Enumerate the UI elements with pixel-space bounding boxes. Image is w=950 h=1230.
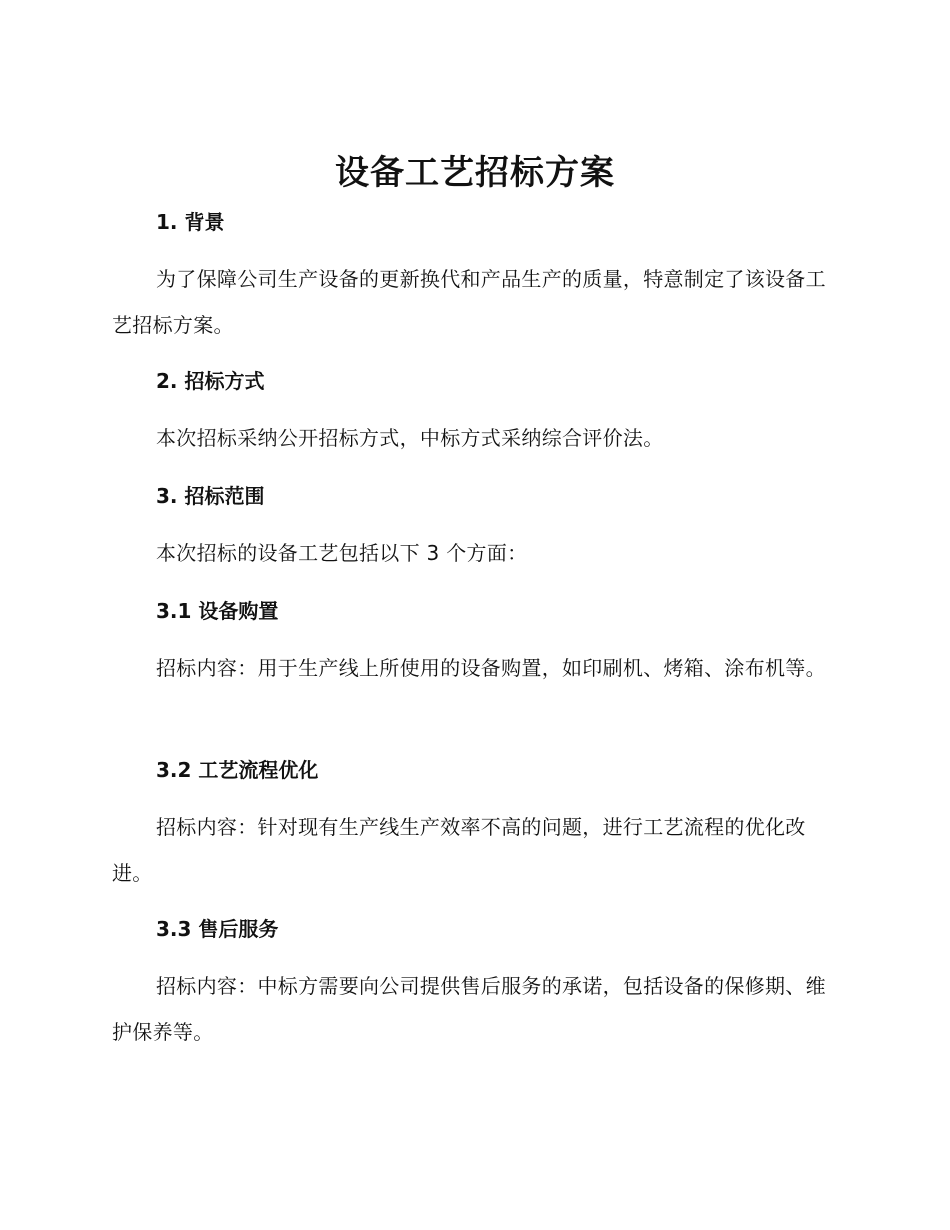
section-body-equipment-purchase: 招标内容：用于生产线上所使用的设备购置，如印刷机、烤箱、涂布机等。	[156, 656, 826, 680]
section-body-bidding-method: 本次招标采纳公开招标方式，中标方式采纳综合评价法。	[156, 426, 664, 450]
document-title: 设备工艺招标方案	[335, 153, 615, 193]
section-heading-process-optimization: 3.2 工艺流程优化	[156, 758, 319, 782]
section-body-after-sales: 招标内容：中标方需要向公司提供售后服务的承诺，包括设备的保修期、维护保养等。	[112, 974, 826, 1044]
section-heading-equipment-purchase: 3.1 设备购置	[156, 599, 279, 623]
section-body-bidding-scope: 本次招标的设备工艺包括以下 3 个方面：	[156, 541, 528, 565]
section-body-background: 为了保障公司生产设备的更新换代和产品生产的质量，特意制定了该设备工艺招标方案。	[112, 267, 826, 337]
section-heading-background: 1. 背景	[156, 210, 225, 234]
section-heading-bidding-method: 2. 招标方式	[156, 369, 265, 393]
section-heading-after-sales: 3.3 售后服务	[156, 917, 279, 941]
section-body-process-optimization: 招标内容：针对现有生产线生产效率不高的问题，进行工艺流程的优化改进。	[112, 815, 806, 885]
section-heading-bidding-scope: 3. 招标范围	[156, 484, 265, 508]
